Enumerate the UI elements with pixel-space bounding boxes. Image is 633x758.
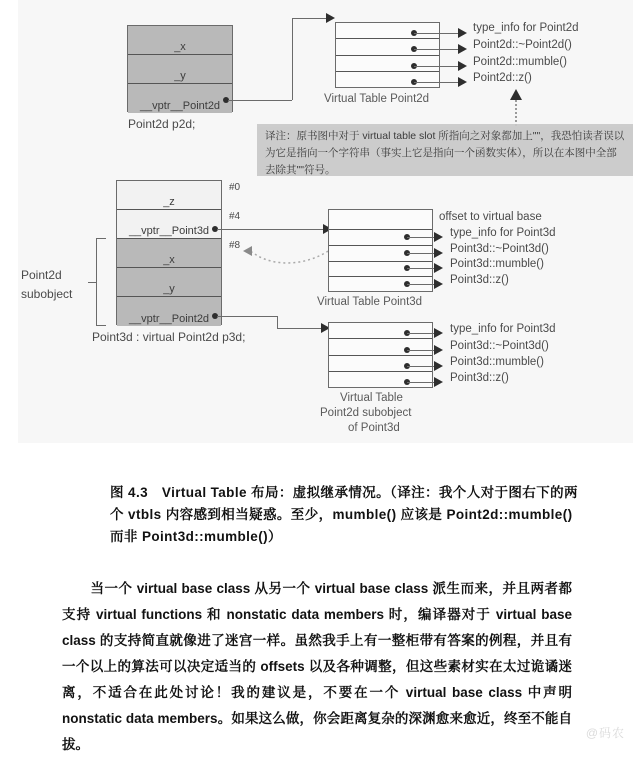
offset-marker: #8 [229, 240, 241, 251]
virtual-base-offset-curve [242, 238, 342, 270]
note-leader-line [515, 100, 517, 126]
slot-label: _x [174, 41, 186, 53]
vtable-entry-label: type_info for Point3d [450, 227, 556, 239]
vtable-entry-label: Point3d::~Point3d() [450, 243, 549, 255]
subobject-bracket [96, 238, 106, 326]
vtable-slot [329, 323, 432, 339]
entry-arrow-line [414, 82, 462, 83]
vtable-slot [336, 23, 439, 39]
entry-arrow [434, 263, 443, 273]
slot-label: _y [163, 283, 175, 295]
connector-line [277, 316, 278, 328]
paragraph-text: 当一个 virtual base class 从另一个 virtual base class 派生而来，并且两者都支持 virtual functions 和 nonstatic data members 时，编译器对于 virtual base class 的支持简直就像进了迷宫一样。虽然我手上有一整柜带有答案的例程，并且有一个以上的算法可以决定适当的 offsets 以及各种调整，但这些素材实在太过诡谲迷离，不适合在此处讨论！我的建议是，不要在一个 virtual base class 中声明 nonstatic data members。如果这么做，你会距离复杂的深渊愈来愈近，终至不能自拔。 [62, 581, 572, 752]
vtable-entry-label: Point3d::mumble() [450, 258, 544, 270]
vtable-entry-label: type_info for Point2d [473, 22, 579, 34]
object-slot [128, 26, 232, 55]
vtable-entry-label: Point2d::~Point2d() [473, 39, 572, 51]
object-caption-p3d: Point3d : virtual Point2d p3d; [92, 330, 246, 344]
slot-label: __vptr__Point2d [139, 100, 221, 112]
connector-line [292, 18, 293, 100]
vtable-slot [336, 72, 439, 89]
entry-arrow [434, 279, 443, 289]
connector-line [217, 316, 277, 317]
vtable-slot [329, 339, 432, 356]
entry-arrow [458, 28, 467, 38]
subobject-label-line1: Point2d [21, 268, 62, 282]
entry-arrow-line [407, 253, 437, 254]
virtual-base-offset-arrow [243, 246, 252, 256]
entry-arrow-line [414, 66, 462, 67]
vtable-first-entry-label: offset to virtual base [439, 211, 542, 223]
entry-arrow [434, 328, 443, 338]
object-slot [128, 84, 232, 113]
vtable-slot [336, 39, 439, 56]
vtable-entry-label: Point3d::z() [450, 372, 509, 384]
entry-arrow-line [407, 382, 437, 383]
vtable-slot [329, 277, 432, 293]
subobject-bracket-nub [88, 282, 97, 283]
offset-marker: #0 [229, 182, 241, 193]
vtable-point3d [328, 209, 433, 292]
offset-marker: #4 [229, 211, 241, 222]
vtable-slot [329, 210, 432, 230]
body-paragraph [62, 576, 572, 758]
vtable-caption-line2: Point2d subobject [320, 407, 412, 419]
slot-label: _y [174, 70, 186, 82]
slot-label: _z [163, 196, 175, 208]
object-layout-point3d [116, 180, 222, 325]
vtable-caption-line3: of Point3d [348, 422, 400, 434]
entry-arrow-line [407, 268, 437, 269]
slot-label: _x [163, 254, 175, 266]
object-slot [128, 55, 232, 84]
subobject-label-line2: subobject [21, 287, 73, 301]
vtable-slot [329, 230, 432, 246]
vtable-slot [329, 246, 432, 262]
watermark: @码农 [585, 726, 625, 740]
entry-arrow-line [407, 284, 437, 285]
vtable-entry-label: Point3d::~Point3d() [450, 340, 549, 352]
vtable-point2d [335, 22, 440, 88]
connector-line [277, 328, 323, 329]
slot-label: __vptr__Point2d [128, 313, 210, 325]
entry-arrow-line [407, 366, 437, 367]
vtable-entry-label: Point3d::mumble() [450, 356, 544, 368]
vtable-slot [329, 372, 432, 389]
note-pointer-arrow [510, 89, 522, 100]
vtable-caption-point3d: Virtual Table Point3d [317, 296, 423, 308]
entry-arrow [434, 377, 443, 387]
entry-arrow-line [407, 333, 437, 334]
object-slot [117, 268, 221, 297]
entry-arrow-line [407, 237, 437, 238]
object-slot [117, 181, 221, 210]
object-slot [117, 239, 221, 268]
entry-arrow-line [414, 33, 462, 34]
connector-arrow [326, 13, 335, 23]
connector-line [228, 100, 292, 101]
vtable-slot [336, 56, 439, 72]
entry-arrow [458, 77, 467, 87]
object-slot [117, 210, 221, 239]
connector-line [217, 229, 325, 230]
vtable-caption-point2d: Virtual Table Point2d [324, 93, 430, 105]
vtable-entry-label: Point2d::mumble() [473, 56, 567, 68]
entry-arrow [434, 232, 443, 242]
entry-arrow [434, 361, 443, 371]
entry-arrow-line [407, 350, 437, 351]
vtable-point2d-subobject [328, 322, 433, 388]
entry-arrow [458, 44, 467, 54]
figure-4-3-diagram [18, 0, 633, 443]
vtable-entry-label: type_info for Point3d [450, 323, 556, 335]
vtable-slot [329, 262, 432, 277]
object-slot [117, 297, 221, 326]
object-layout-point2d [127, 25, 233, 112]
translator-note-box: 译注：原书图中对于 virtual table slot 所指向之对象都加上""，我恐怕读者误以为它是指向一个字符串（事实上它是指向一个函数实体），所以在本图中全部去除其""符号。 [257, 124, 633, 176]
connector-line [292, 18, 328, 19]
vtable-entry-label: Point3d::z() [450, 274, 509, 286]
object-caption-p2d: Point2d p2d; [128, 117, 196, 131]
entry-arrow [458, 61, 467, 71]
entry-arrow [434, 248, 443, 258]
slot-label: __vptr__Point3d [128, 225, 210, 237]
vtable-entry-label: Point2d::z() [473, 72, 532, 84]
figure-caption: 图 4.3 Virtual Table 布局：虚拟继承情况。（译注：我个人对于图右下的两个 vtbls 内容感到相当疑惑。至少，mumble() 应该是 Point2d::mumble() 而非 Point3d::mumble()） [110, 485, 578, 544]
vtable-caption-line1: Virtual Table [340, 392, 403, 404]
entry-arrow-line [414, 49, 462, 50]
entry-arrow [434, 345, 443, 355]
vtable-slot [329, 356, 432, 372]
